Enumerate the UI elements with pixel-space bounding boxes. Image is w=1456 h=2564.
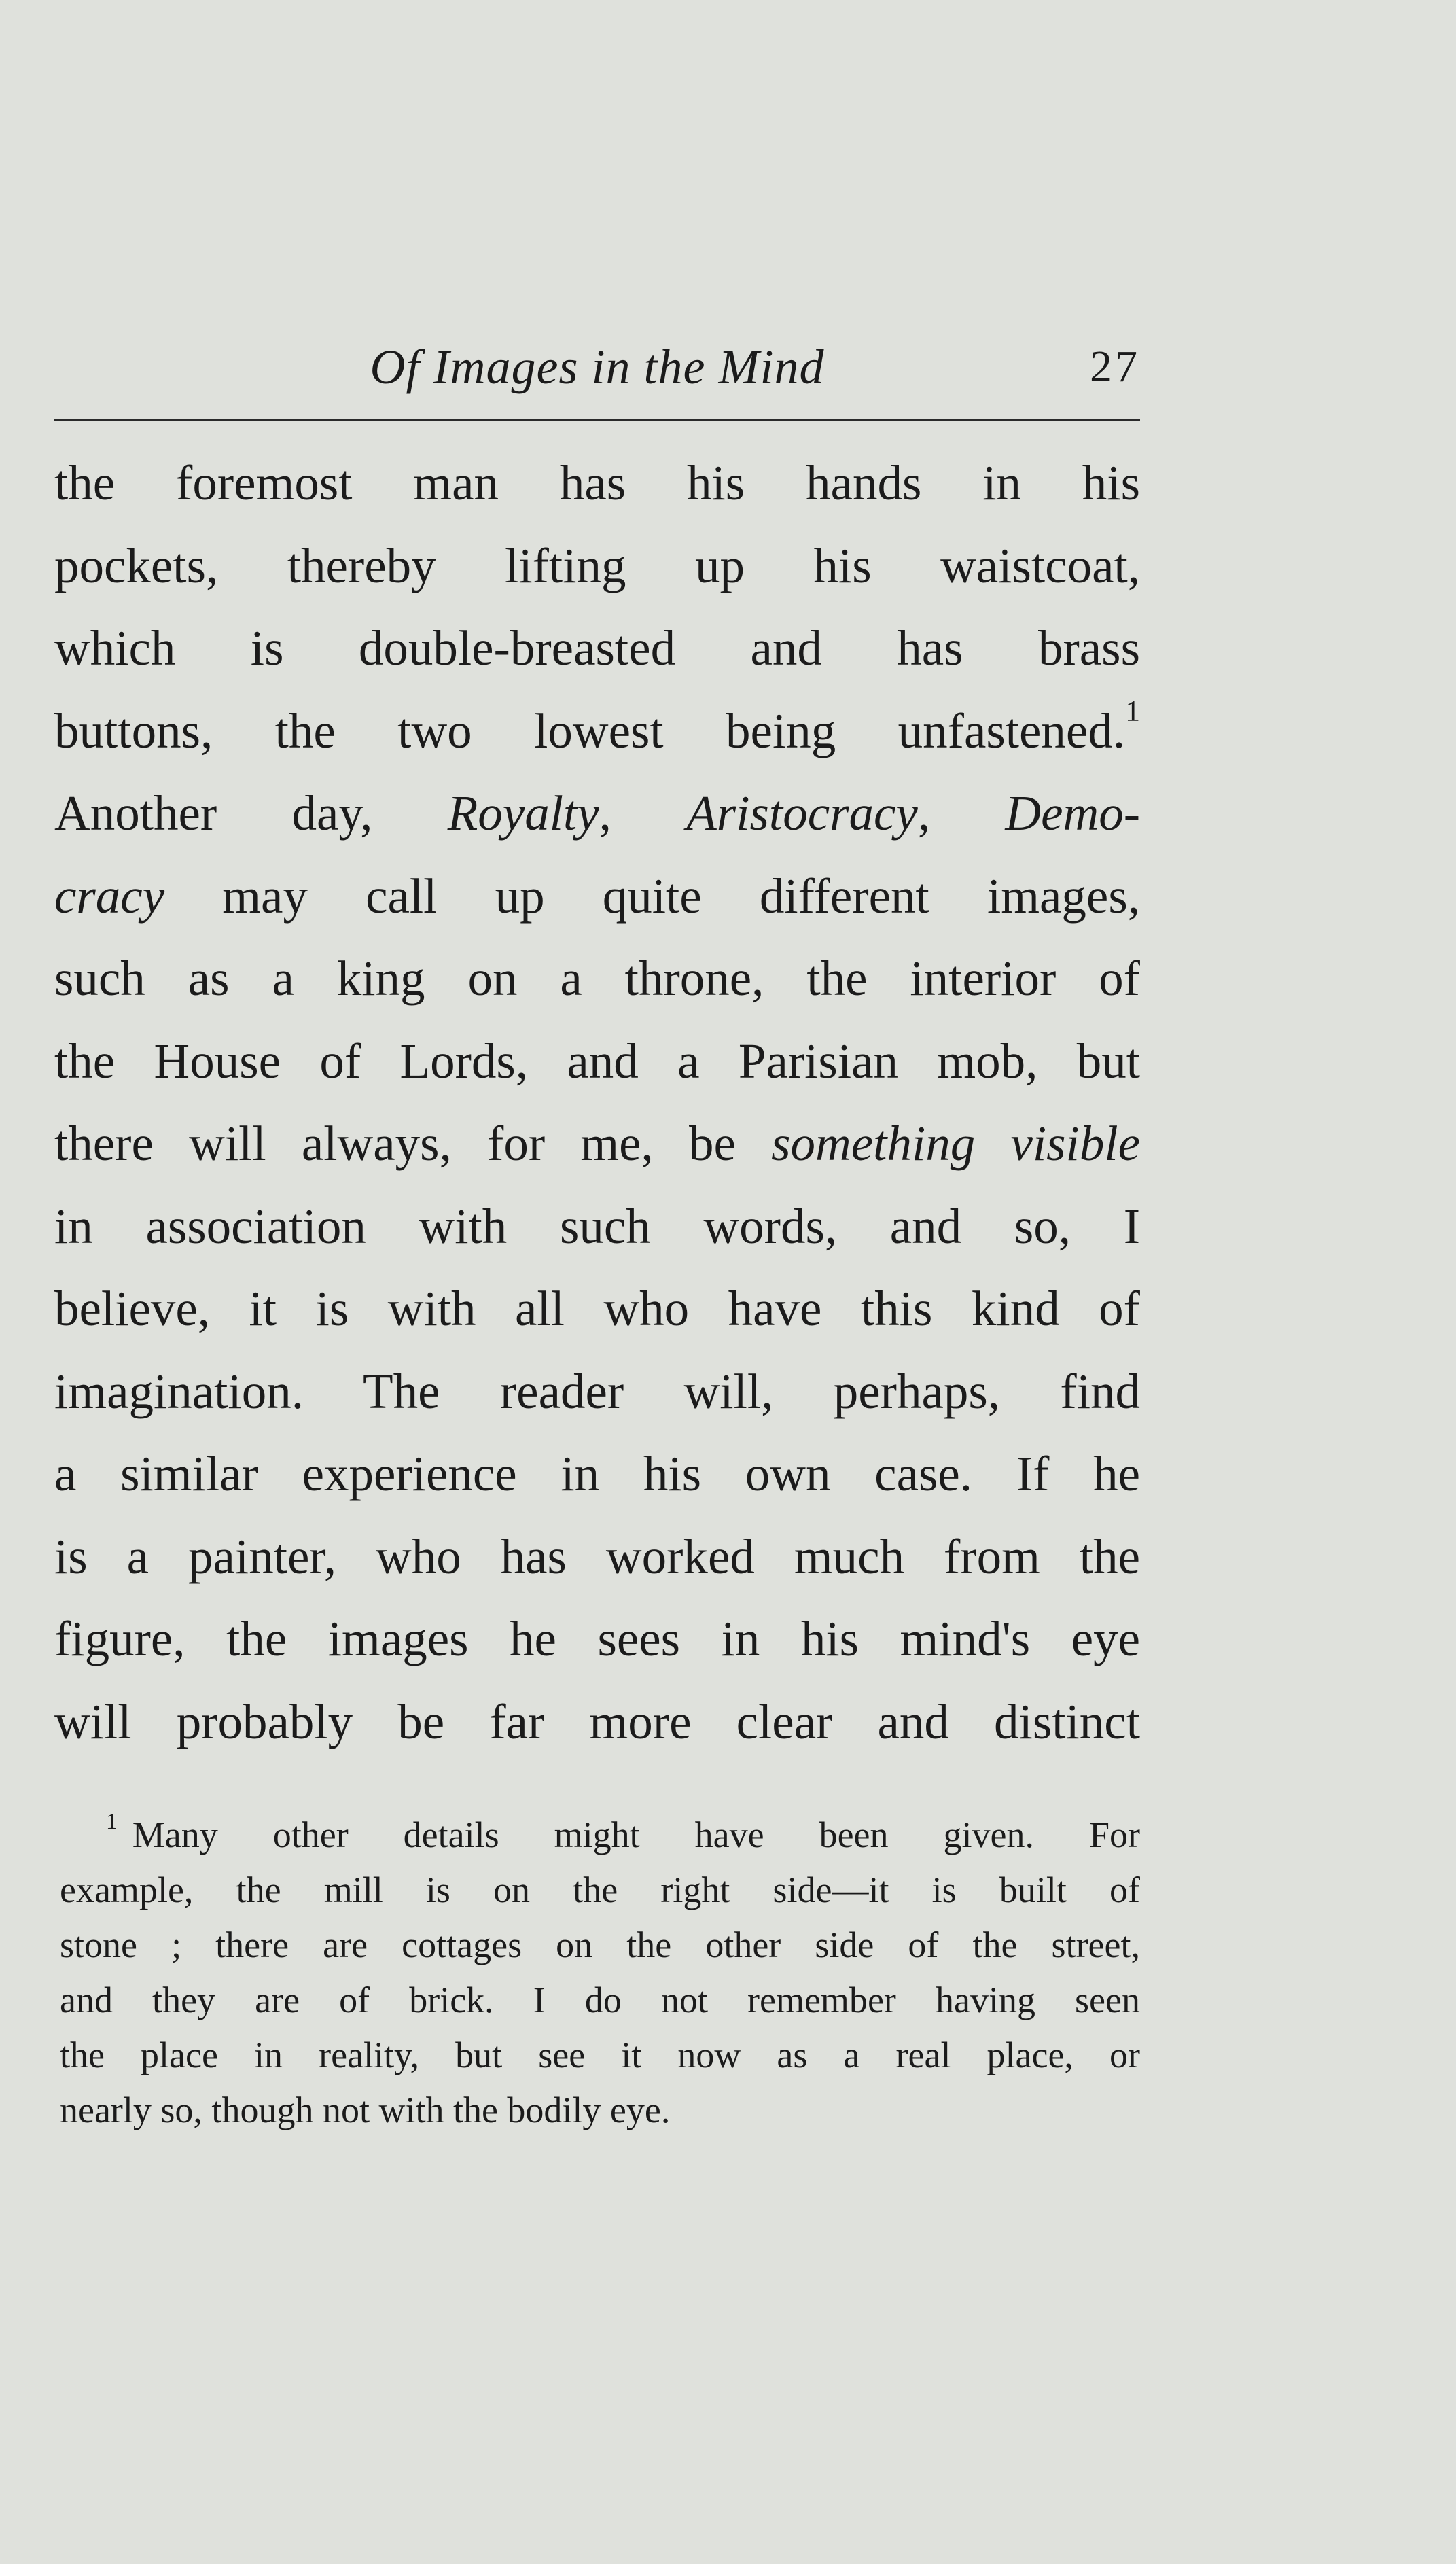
body-line <box>54 1515 1140 1598</box>
text-run: a similar experience in his own case. If he <box>54 1446 1140 1501</box>
footnote-text: nearly so, though not with the bodily eye. <box>60 2090 671 2130</box>
footnote-line <box>60 2083 1140 2138</box>
text-run: , <box>917 786 1006 841</box>
footnote-text: and they are of brick. I do not remember having seen <box>60 1980 1140 2020</box>
footnote-line <box>60 1918 1140 1973</box>
body-line <box>54 937 1140 1020</box>
text-run: such as a king on a throne, the interior of <box>54 951 1140 1006</box>
italic-text: Aristocracy <box>686 786 918 841</box>
footnote-line <box>60 2028 1140 2083</box>
italic-text: Royalty <box>447 786 599 841</box>
body-line <box>54 1267 1140 1350</box>
text-run: in association with such words, and so, I <box>54 1198 1140 1254</box>
text-run: there will always, for me, be <box>54 1116 772 1171</box>
text-run: will probably be far more clear and distinct <box>54 1693 1140 1749</box>
body-line <box>54 1598 1140 1681</box>
text-run: believe, it is with all who have this kind of <box>54 1281 1140 1336</box>
header-rule <box>54 419 1140 421</box>
page-number: 27 <box>1090 342 1140 391</box>
footnote-text: Many other details might have been given. For <box>132 1814 1140 1855</box>
text-run: is a painter, who has worked much from the <box>54 1528 1140 1584</box>
text-run: , <box>599 786 687 841</box>
text-run: may call up quite different images, <box>164 868 1140 924</box>
body-line <box>54 1102 1140 1185</box>
italic-text: cracy <box>54 868 165 924</box>
text-run: imagination. The reader will, perhaps, find <box>54 1363 1140 1419</box>
text-run: the foremost man has his hands in his <box>54 455 1140 510</box>
text-run: which is double-breasted and has brass <box>54 620 1140 675</box>
body-line <box>54 690 1140 773</box>
text-run: Another day, <box>54 786 448 841</box>
page-header <box>54 333 1140 401</box>
body-line <box>54 1681 1140 1763</box>
body-line <box>54 525 1140 608</box>
footnote-line <box>60 1863 1140 1918</box>
footnote-text: example, the mill is on the right side—it is built of <box>60 1869 1140 1910</box>
text-run: the House of Lords, and a Parisian mob, but <box>54 1033 1140 1089</box>
body-line <box>54 1350 1140 1433</box>
text-run: pockets, thereby lifting up his waistcoat, <box>54 538 1140 593</box>
body-line <box>54 1020 1140 1103</box>
running-title: Of Images in the Mind <box>370 340 825 394</box>
text-run: buttons, the two lowest being unfastened. <box>54 703 1126 758</box>
footnote-text: the place in reality, but see it now as a real place, or <box>60 2035 1140 2075</box>
body-line <box>54 855 1140 938</box>
body-line <box>54 607 1140 690</box>
footnote-line <box>60 1808 1140 1863</box>
body-line <box>54 1433 1140 1515</box>
text-run: figure, the images he sees in his mind's eye <box>54 1611 1140 1666</box>
italic-text: Demo- <box>1005 786 1141 841</box>
italic-text: something visible <box>771 1116 1140 1171</box>
body-line <box>54 1185 1140 1268</box>
body-line <box>54 772 1140 855</box>
footnote-marker: 1 <box>106 1809 118 1835</box>
footnote-text: stone ; there are cottages on the other side of the street, <box>60 1925 1140 1965</box>
body-line <box>54 442 1140 525</box>
body-text <box>54 442 1140 1763</box>
footnote <box>60 1808 1140 2138</box>
footnote-line <box>60 1973 1140 2028</box>
footnote-reference: 1 <box>1125 695 1140 728</box>
